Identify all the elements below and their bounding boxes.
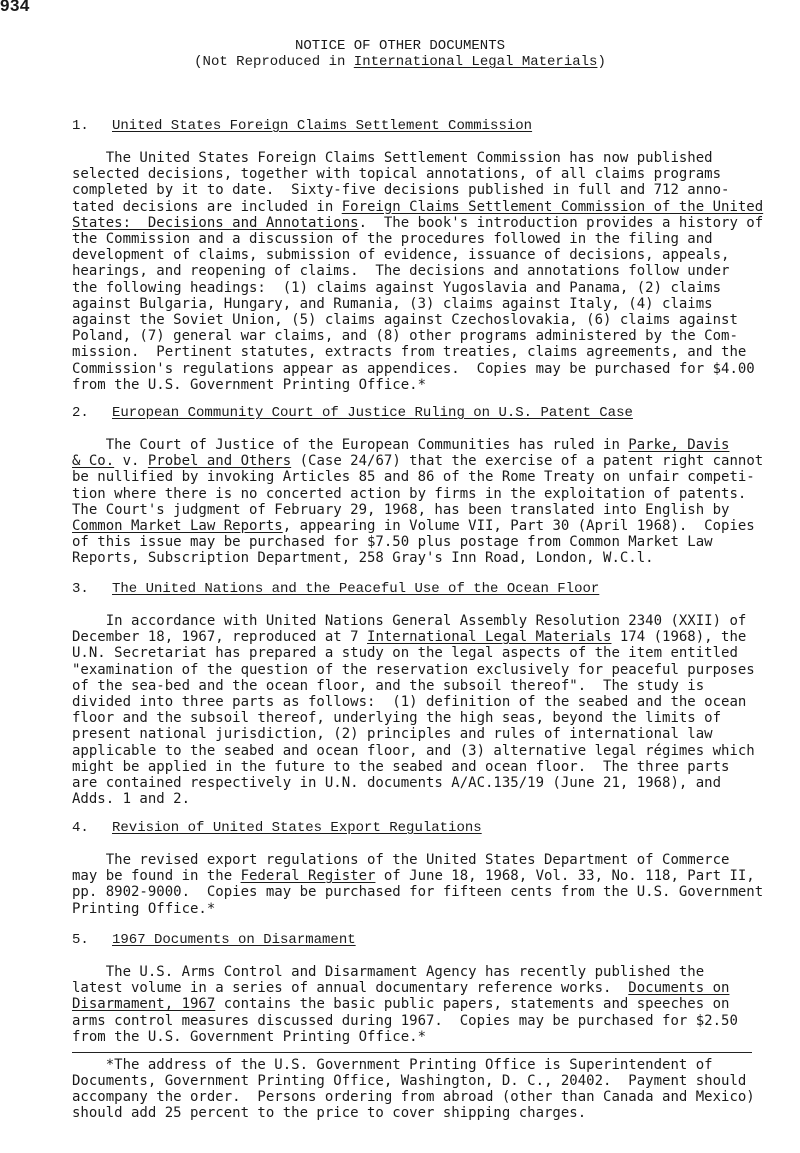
- section-2-heading: 2. European Community Court of Justice Ruling on U.S. Patent Case: [72, 405, 633, 421]
- book-title: Foreign Claims Settlement Commission of the United: [341, 198, 764, 215]
- footnote-divider: [72, 1052, 752, 1053]
- page-number: 934: [0, 0, 30, 15]
- notice-subtitle: (Not Reproduced in International Legal Materials): [194, 54, 606, 70]
- section-3-body: In accordance with United Nations General Assembly Resolution 2340 (XXII) of December 18, 1967, reproduced at 7 International Legal Materials 174 (1968), the U.N. Secretariat has prepared a study on the legal aspects of the item entitled "examination of the question of the reservation exclusively for peaceful purposes of the sea-bed and the ocean floor, and the subsoil thereof". The study is divided into three parts as follows: (1) definition of the seabed and the ocean floor and the subsoil thereof, underlying the high seas, beyond the limits of present national jurisdiction, (2) principles and rules of international law applicable to the seabed and ocean floor, and (3) alternative legal régimes which might be applied in the future to the seabed and ocean floor. The three parts are contained respectively in U.N. documents A/AC.135/19 (June 21, 1968), and Adds. 1 and 2.: [72, 613, 755, 808]
- notice-title: NOTICE OF OTHER DOCUMENTS: [294, 38, 506, 54]
- journal-name: International Legal Materials: [353, 54, 598, 70]
- section-5-body: The U.S. Arms Control and Disarmament Agency has recently published the latest volume in a series of annual documentary reference works. Documents on Disarmament, 1967 contains the basic public papers, statements and speeches on arms control measures discussed during 1967. Copies may be purchased for $2.50 from the U.S. Government Printing Office.*: [72, 964, 738, 1045]
- section-1-body: The United States Foreign Claims Settlement Commission has now published selected decisions, together with topical annotations, of all claims programs completed by it to date. Sixty-five decisions published in full and 712 anno- tated decisions are included in Foreign Claims Settlement Commission of the United States: Decisions and Annotations. The book's introduction provides a history of the Commission and a discussion of the procedures followed in the filing and development of claims, submission of evidence, issuance of decisions, appeals, hearings, and reopening of claims. The decisions and annotations follow under the following headings: (1) claims against Yugoslavia and Panama, (2) claims against Bulgaria, Hungary, and Rumania, (3) claims against Italy, (4) claims against the Soviet Union, (5) claims against Czechoslovakia, (6) claims against Poland, (7) general war claims, and (8) other programs administered by the Com- mission. Pertinent statutes, extracts from treaties, claims agreements, and the Commission's regulations appear as appendices. Copies may be purchased for $4.00 from the U.S. Government Printing Office.*: [72, 150, 764, 393]
- section-4-body: The revised export regulations of the United States Department of Commerce may be found in the Federal Register of June 18, 1968, Vol. 33, No. 118, Part II, pp. 8902-9000. Copies may be purchased for fifteen cents from the U.S. Government Printing Office.*: [72, 852, 764, 917]
- section-4-heading: 4. Revision of United States Export Regulations: [72, 820, 482, 836]
- footnote: *The address of the U.S. Government Printing Office is Superintendent of Documents, Government Printing Office, Washington, D. C., 20402. Payment should accompany the order. Persons ordering from abroad (other than Canada and Mexico) should add 25 percent to the price to cover shipping charges.: [72, 1057, 755, 1121]
- section-2-body: The Court of Justice of the European Communities has ruled in Parke, Davis & Co. v. Probel and Others (Case 24/67) that the exercise of a patent right cannot be nullified by invoking Articles 85 and 86 of the Rome Treaty on unfair competi- tion where there is no concerted action by firms in the exploitation of patents. The Court's judgment of February 29, 1968, has been translated into English by Common Market Law Reports, appearing in Volume VII, Part 30 (April 1968). Copies of this issue may be purchased for $7.50 plus postage from Common Market Law Reports, Subscription Department, 258 Gray's Inn Road, London, W.C.l.: [72, 437, 764, 567]
- section-1-heading: 1. United States Foreign Claims Settlement Commission: [72, 118, 533, 134]
- section-3-heading: 3. The United Nations and the Peaceful Use of the Ocean Floor: [72, 581, 600, 597]
- section-5-heading: 5. 1967 Documents on Disarmament: [72, 932, 356, 948]
